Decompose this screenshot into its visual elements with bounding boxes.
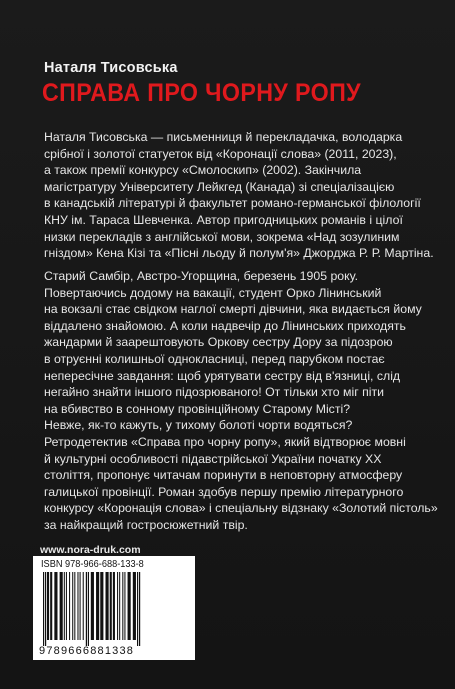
blurb-line: віддалено знайомою. А коли надвечір до Лінинських приходять <box>44 318 406 333</box>
blurb-line: Ретродетектив «Справа про чорну ропу», який відтворює мовні <box>44 434 406 449</box>
blurb-line: негайно знайти іншого підозрюваного! От тільки хто міг піти <box>44 385 385 400</box>
book-title: СПРАВА ПРО ЧОРНУ РОПУ <box>42 79 362 107</box>
blurb-line: в отруєнні колишньої однокласниці, перед парубком постає <box>44 351 385 366</box>
blurb-line: Повертаючись додому на вакації, студент Орко Лінинський <box>44 285 382 300</box>
bio-line: срібної і золотої статуеток від «Коронації слова» (2011, 2023), <box>44 146 397 161</box>
blurb-line: століття, пропонує читачам поринути в неповторну атмосферу <box>44 468 403 483</box>
barcode-panel <box>33 556 195 660</box>
blurb-line: за найкращий гостросюжетний твір. <box>44 517 248 532</box>
blurb-line: на вокзалі стає свідком наглої смерті дівчини, яка видається йому <box>44 302 422 317</box>
bio-line: в канадській літературі й факультет романо-германської філології <box>44 196 421 211</box>
bio-line: а також премії конкурсу «Смолоскип» (2002). Закінчила <box>44 163 362 178</box>
bio-line: гніздом» Кена Кізі та «Пісні льоду й полум'я» Джорджа Р. Р. Мартіна. <box>44 246 434 261</box>
blurb-line: Невже, як-то кажуть, у тихому болоті чорти водяться? <box>44 418 353 433</box>
bio-line: магістратуру Університету Лейкгед (Канада) зі спеціалізацією <box>44 179 395 194</box>
blurb-line: галицької провінції. Роман здобув першу премію літературного <box>44 484 404 499</box>
blurb-line: на вбивство в сонному провінційному Старому Місті? <box>44 401 351 416</box>
blurb-line: й культурні особливості підавстрійської України початку XX <box>44 451 382 466</box>
book-blurb <box>44 268 438 534</box>
author-bio <box>44 129 434 262</box>
blurb-line: непересічне завдання: щоб урятувати сестру від в'язниці, слід <box>44 368 401 383</box>
author-name: Наталя Тисовська <box>44 60 178 76</box>
bio-line: Наталя Тисовська — письменниця й перекладачка, володарка <box>44 130 403 144</box>
bio-line: низки перекладів з англійської мови, зокрема «Над зозулиним <box>44 229 400 244</box>
barcode-icon <box>39 572 189 646</box>
bio-line: КНУ ім. Тараса Шевченка. Автор пригодницьких романів і цілої <box>44 212 403 227</box>
blurb-line: Старий Самбір, Австро-Угорщина, березень 1905 року. <box>44 269 358 283</box>
publisher-website: www.nora-druk.com <box>40 544 141 556</box>
isbn-label: ISBN 978-966-688-133-8 <box>41 559 144 570</box>
blurb-line: конкурсу «Коронація слова» і спеціальну відзнаку «Золотий пістоль» <box>44 501 438 516</box>
blurb-line: жандарми й заарештовують Оркову сестру Дору за підозрою <box>44 335 393 350</box>
barcode-digits: 9789666881338 <box>39 645 135 657</box>
